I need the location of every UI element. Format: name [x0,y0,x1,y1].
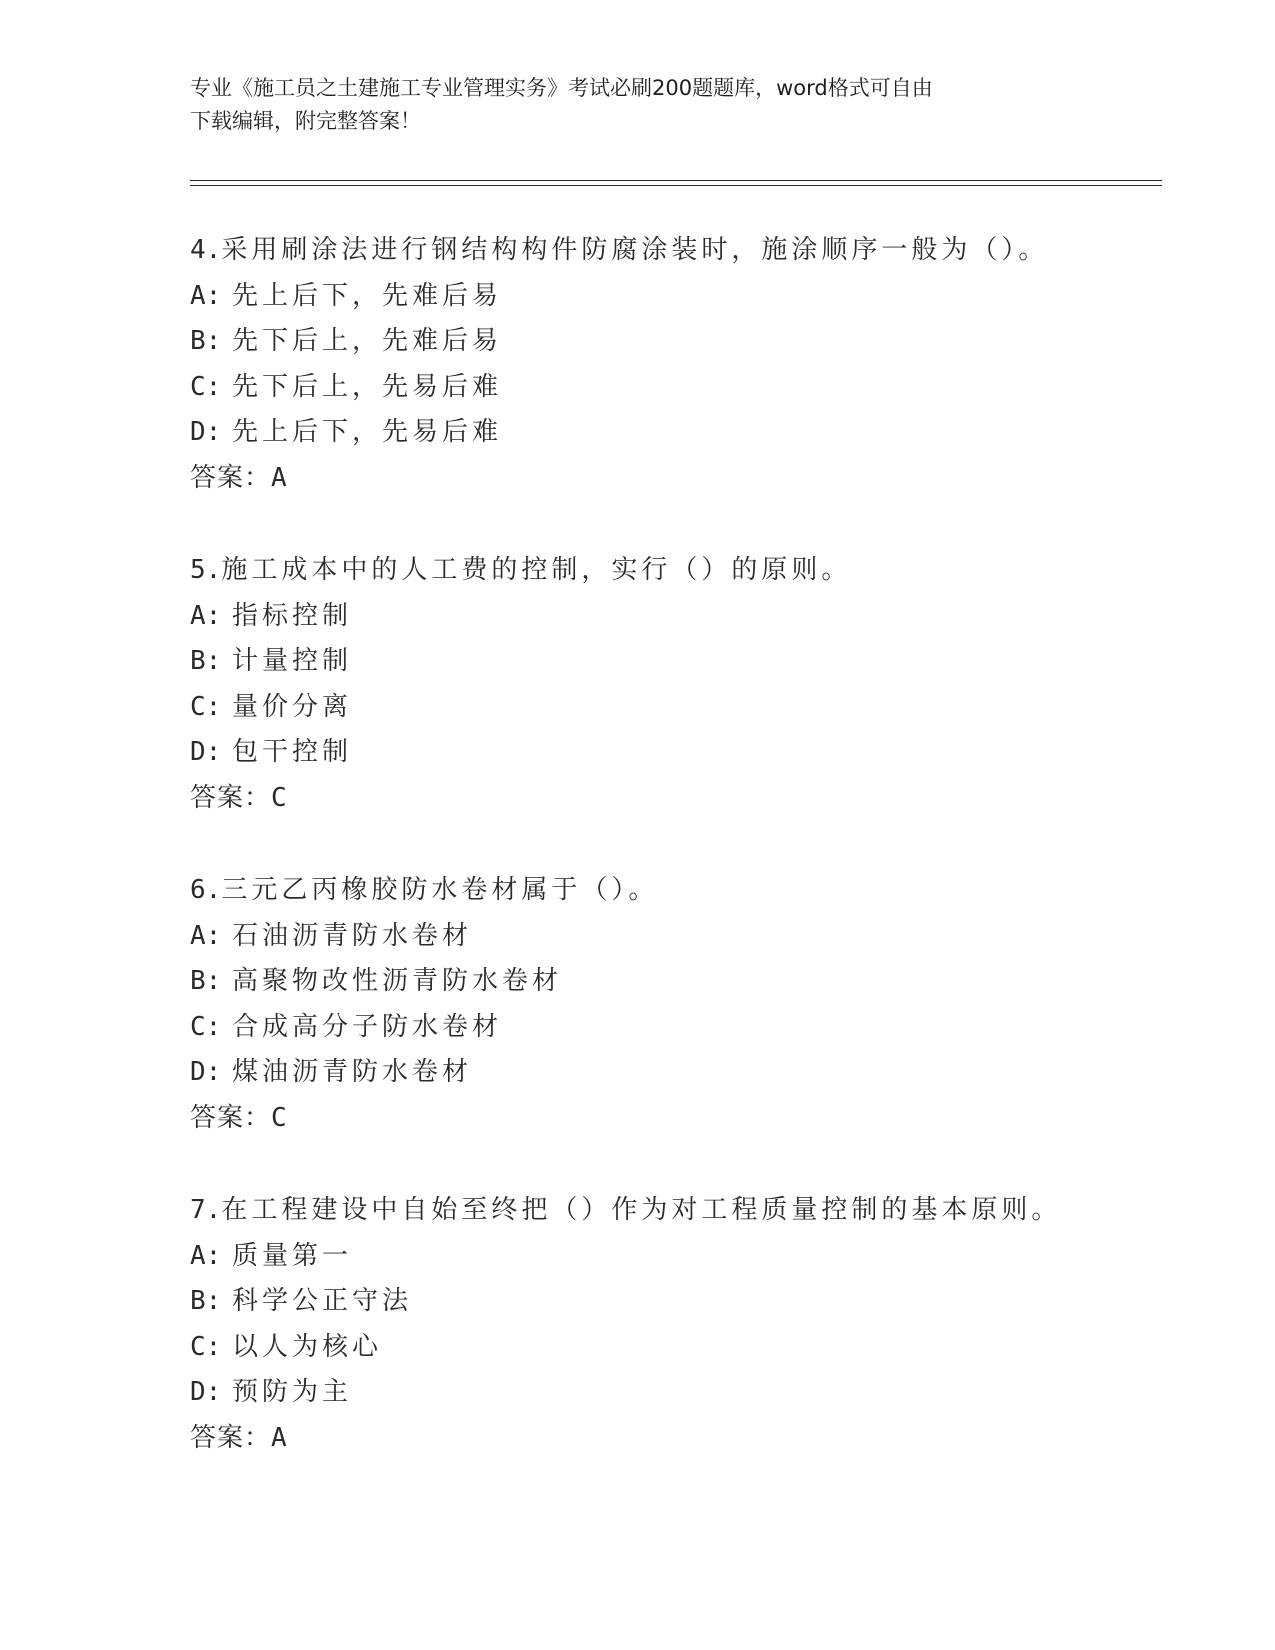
header-divider-bottom [190,185,1162,186]
option-c [190,1325,1150,1371]
header-line-1: 专业《施工员之土建施工专业管理实务》考试必刷200题题库，word格式可自由 [190,76,933,100]
option-text: 质量第一 [232,1240,353,1271]
answer-value: A [271,1422,288,1453]
question-4 [190,228,1150,501]
option-a [190,914,1150,960]
question-stem [190,228,1150,274]
option-c [190,685,1150,731]
option-key: B: [190,1286,222,1316]
option-text: 先上后下，先易后难 [232,417,503,447]
question-stem [190,548,1150,594]
question-text: 采用刷涂法进行钢结构构件防腐涂装时，施涂顺序一般为（）。 [221,235,1049,265]
option-text: 计量控制 [232,646,353,676]
option-text: 量价分离 [232,691,353,722]
question-number: 6. [190,875,222,905]
option-text: 合成高分子防水卷材 [232,1011,503,1042]
question-number: 7. [190,1195,222,1225]
option-key: D: [190,1377,222,1407]
option-text: 先下后上，先易后难 [232,371,503,402]
option-key: A: [190,600,222,631]
option-d [190,1370,1150,1416]
header-line-2: 下载编辑，附完整答案！ [190,109,421,133]
question-text: 施工成本中的人工费的控制，实行（）的原则。 [221,555,852,585]
question-text: 在工程建设中自始至终把（）作为对工程质量控制的基本原则。 [221,1195,1062,1225]
option-d [190,410,1150,456]
option-a [190,594,1150,640]
option-key: D: [190,737,222,767]
option-a [190,1234,1150,1280]
option-key: A: [190,920,222,951]
document-header [190,72,1070,138]
question-6 [190,868,1150,1141]
question-7 [190,1188,1150,1461]
option-text: 科学公正守法 [232,1286,413,1316]
answer-line [190,776,1150,822]
option-text: 先下后上，先难后易 [232,326,503,356]
option-b [190,319,1150,365]
answer-label: 答案： [190,1422,272,1453]
question-number: 4. [190,235,222,265]
option-text: 预防为主 [232,1377,353,1407]
option-text: 高聚物改性沥青防水卷材 [232,966,563,996]
option-key: C: [190,691,222,722]
question-number: 5. [190,555,222,585]
question-stem [190,1188,1150,1234]
option-text: 煤油沥青防水卷材 [232,1057,473,1087]
option-key: C: [190,1331,222,1362]
option-key: B: [190,646,222,676]
answer-label: 答案： [190,1102,272,1133]
option-b [190,959,1150,1005]
option-text: 以人为核心 [232,1331,383,1362]
header-divider-top [190,180,1162,181]
option-key: C: [190,371,222,402]
option-key: A: [190,280,222,311]
answer-value: A [271,462,288,493]
option-key: C: [190,1011,222,1042]
option-key: B: [190,966,222,996]
option-key: D: [190,1057,222,1087]
question-5 [190,548,1150,821]
question-text: 三元乙丙橡胶防水卷材属于（）。 [221,875,659,905]
option-text: 包干控制 [232,737,353,767]
answer-value: C [271,1102,288,1133]
answer-line [190,1416,1150,1462]
option-key: D: [190,417,222,447]
option-a [190,274,1150,320]
answer-line [190,456,1150,502]
option-text: 石油沥青防水卷材 [232,920,473,951]
question-stem [190,868,1150,914]
option-text: 先上后下，先难后易 [232,280,503,311]
option-key: B: [190,326,222,356]
answer-value: C [271,782,288,813]
answer-line [190,1096,1150,1142]
option-b [190,1279,1150,1325]
option-text: 指标控制 [232,600,353,631]
answer-label: 答案： [190,782,272,813]
option-d [190,730,1150,776]
answer-label: 答案： [190,462,272,493]
option-b [190,639,1150,685]
option-c [190,1005,1150,1051]
option-d [190,1050,1150,1096]
option-key: A: [190,1240,222,1271]
option-c [190,365,1150,411]
